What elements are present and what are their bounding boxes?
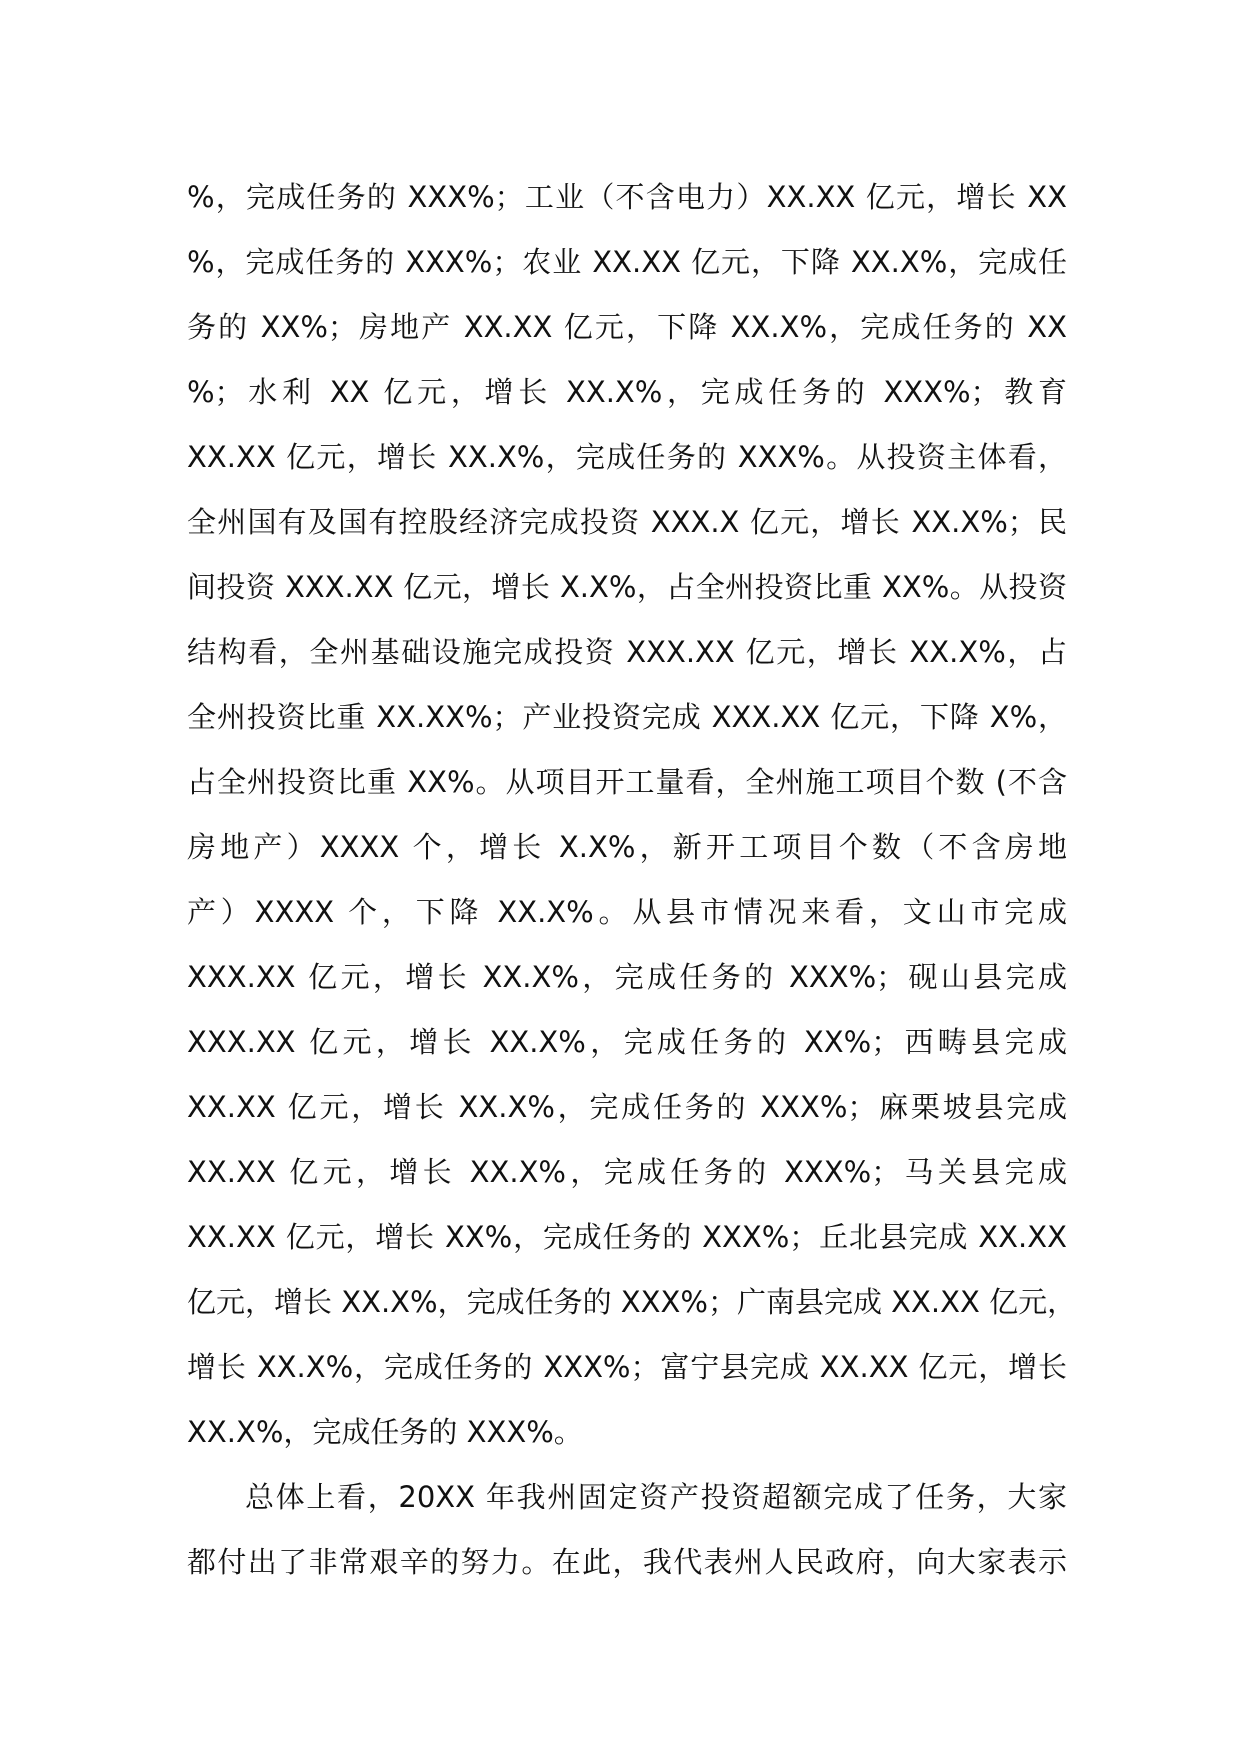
paragraph-line: XXX.XX 亿元，增长 XX.X%，完成任务的 XXX%；砚山县完成 [187, 960, 1067, 994]
paragraph-1 [187, 165, 1077, 1465]
paragraph-line: XXX.XX 亿元，增长 XX.X%，完成任务的 XX%；西畴县完成 [187, 1025, 1067, 1059]
paragraph-line: 占全州投资比重 XX%。从项目开工量看，全州施工项目个数 (不含 [187, 765, 1067, 799]
paragraph-line: 全州国有及国有控股经济完成投资 XXX.X 亿元，增长 XX.X%；民 [187, 505, 1067, 539]
paragraph-line: 都付出了非常艰辛的努力。在此，我代表州人民政府，向大家表示 [187, 1545, 1067, 1579]
paragraph-line: 总体上看，20XX 年我州固定资产投资超额完成了任务，大家 [245, 1480, 1067, 1514]
paragraph-line: XX.XX 亿元，增长 XX.X%，完成任务的 XXX%。从投资主体看， [187, 440, 1067, 474]
paragraph-line: 务的 XX%；房地产 XX.XX 亿元，下降 XX.X%，完成任务的 XX [187, 310, 1067, 344]
paragraph-line: %，完成任务的 XXX%；农业 XX.XX 亿元，下降 XX.X%，完成任 [187, 245, 1067, 279]
document-body [187, 165, 1077, 1595]
paragraph-line: 全州投资比重 XX.XX%；产业投资完成 XXX.XX 亿元，下降 X%， [187, 700, 1067, 734]
paragraph-line: %；水利 XX 亿元，增长 XX.X%，完成任务的 XXX%；教育 [187, 375, 1067, 409]
paragraph-line: XX.XX 亿元，增长 XX%，完成任务的 XXX%；丘北县完成 XX.XX [187, 1220, 1067, 1254]
paragraph-line: 亿元，增长 XX.X%，完成任务的 XXX%；广南县完成 XX.XX 亿元， [187, 1285, 1077, 1319]
paragraph-line: 增长 XX.X%，完成任务的 XXX%；富宁县完成 XX.XX 亿元，增长 [187, 1350, 1067, 1384]
paragraph-line: 产）XXXX 个，下降 XX.X%。从县市情况来看，文山市完成 [187, 895, 1067, 929]
paragraph-line: 间投资 XXX.XX 亿元，增长 X.X%，占全州投资比重 XX%。从投资 [187, 570, 1067, 604]
paragraph-line: XX.X%，完成任务的 XXX%。 [187, 1415, 583, 1449]
paragraph-line: XX.XX 亿元，增长 XX.X%，完成任务的 XXX%；麻栗坡县完成 [187, 1090, 1067, 1124]
paragraph-line: %，完成任务的 XXX%；工业（不含电力）XX.XX 亿元，增长 XX [187, 180, 1067, 214]
paragraph-line: 结构看，全州基础设施完成投资 XXX.XX 亿元，增长 XX.X%，占 [187, 635, 1067, 669]
paragraph-line: 房地产）XXXX 个，增长 X.X%，新开工项目个数（不含房地 [187, 830, 1067, 864]
paragraph-line: XX.XX 亿元，增长 XX.X%，完成任务的 XXX%；马关县完成 [187, 1155, 1067, 1189]
paragraph-2 [187, 1465, 1067, 1595]
